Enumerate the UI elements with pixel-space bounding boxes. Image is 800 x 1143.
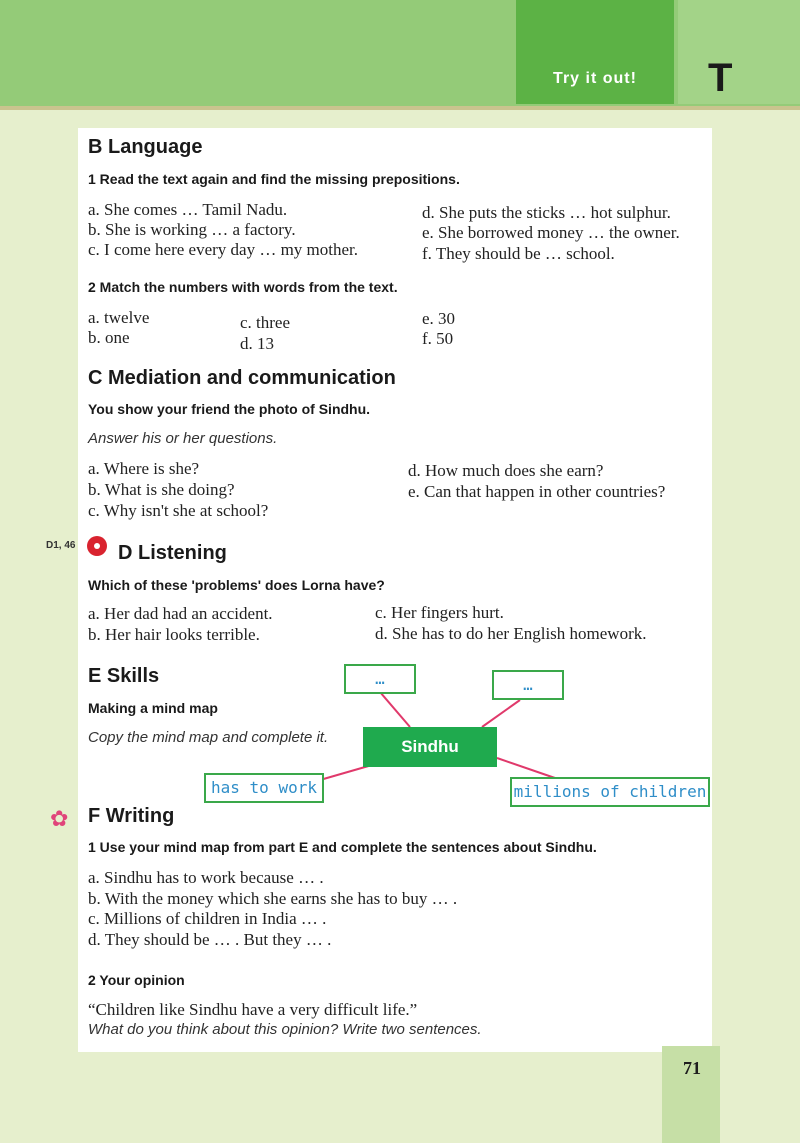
mindmap-box-bottom-right <box>510 777 710 807</box>
list-item: b. one <box>88 328 130 347</box>
list-item: e. 30 <box>422 309 456 328</box>
audio-track-ref: D1, 46 <box>46 540 76 551</box>
section-d-prompt: Which of these 'problems' does Lorna have? <box>88 577 385 593</box>
list-item: b. With the money which she earns she has to buy … . <box>88 889 458 908</box>
list-item: b. What is she doing? <box>88 480 235 499</box>
try-it-out-tab: Try it out! <box>516 0 674 104</box>
list-item: a. Her dad had an accident. <box>88 604 273 623</box>
section-f-task2: 2 Your opinion <box>88 972 185 988</box>
section-e-subtitle: Making a mind map <box>88 700 218 716</box>
mindmap-center: Sindhu <box>363 727 497 767</box>
section-c-prompt: You show your friend the photo of Sindhu. <box>88 401 371 417</box>
connector-top-right <box>482 700 520 727</box>
list-item: a. twelve <box>88 308 150 327</box>
section-b-title: B Language <box>88 136 203 158</box>
list-item: c. I come here every day … my mother. <box>88 240 359 259</box>
list-item: c. Why isn't she at school? <box>88 501 269 520</box>
section-e-title: E Skills <box>88 665 160 687</box>
list-item: d. 13 <box>240 334 274 353</box>
list-item: f. 50 <box>422 329 454 348</box>
mindmap-box-bottom-left <box>204 773 324 803</box>
page-number: 71 <box>683 1058 701 1078</box>
section-b-task2: 2 Match the numbers with words from the text. <box>88 279 398 295</box>
list-item: d. She puts the sticks … hot sulphur. <box>422 203 671 222</box>
mindmap-top-left-text: … <box>375 669 385 688</box>
list-item: d. How much does she earn? <box>408 461 604 480</box>
section-d-title: D Listening <box>118 542 227 564</box>
list-item: f. They should be … school. <box>422 244 615 263</box>
mindmap-box-top-left <box>344 664 416 694</box>
section-c-title: C Mediation and communication <box>88 367 396 389</box>
section-c-instruction: Answer his or her questions. <box>88 430 278 447</box>
list-item: a. Sindhu has to work because … . <box>88 868 324 887</box>
list-item: e. She borrowed money … the owner. <box>422 223 680 242</box>
list-item: a. She comes … Tamil Nadu. <box>88 200 288 219</box>
list-item: c. Her fingers hurt. <box>375 603 504 622</box>
list-item: b. She is working … a factory. <box>88 220 296 239</box>
mindmap-box-top-right <box>492 670 564 700</box>
chapter-letter: T <box>708 56 733 100</box>
mindmap-bottom-right-text: millions of children <box>513 782 707 801</box>
section-e-instruction: Copy the mind map and complete it. <box>88 729 329 746</box>
opinion-quote: “Children like Sindhu have a very difficult life.” <box>88 1000 418 1019</box>
section-f-task1: 1 Use your mind map from part E and complete the sentences about Sindhu. <box>88 839 597 855</box>
mindmap-top-right-text: … <box>523 675 533 694</box>
list-item: a. Where is she? <box>88 459 200 478</box>
connector-top-left <box>380 692 410 727</box>
connector-bottom-left <box>320 765 372 780</box>
list-item: e. Can that happen in other countries? <box>408 482 666 501</box>
section-f-title: F Writing <box>88 805 175 827</box>
mindmap-bottom-left-text: has to work <box>211 778 317 797</box>
list-item: d. They should be … . But they … . <box>88 930 332 949</box>
list-item: c. three <box>240 313 291 332</box>
connector-bottom-right <box>497 758 555 778</box>
list-item: b. Her hair looks terrible. <box>88 625 260 644</box>
list-item: c. Millions of children in India … . <box>88 909 327 928</box>
opinion-question: What do you think about this opinion? Write two sentences. <box>88 1021 482 1038</box>
flower-icon: ✿ <box>50 806 69 831</box>
section-b-task1: 1 Read the text again and find the missing prepositions. <box>88 171 460 187</box>
list-item: d. She has to do her English homework. <box>375 624 647 643</box>
